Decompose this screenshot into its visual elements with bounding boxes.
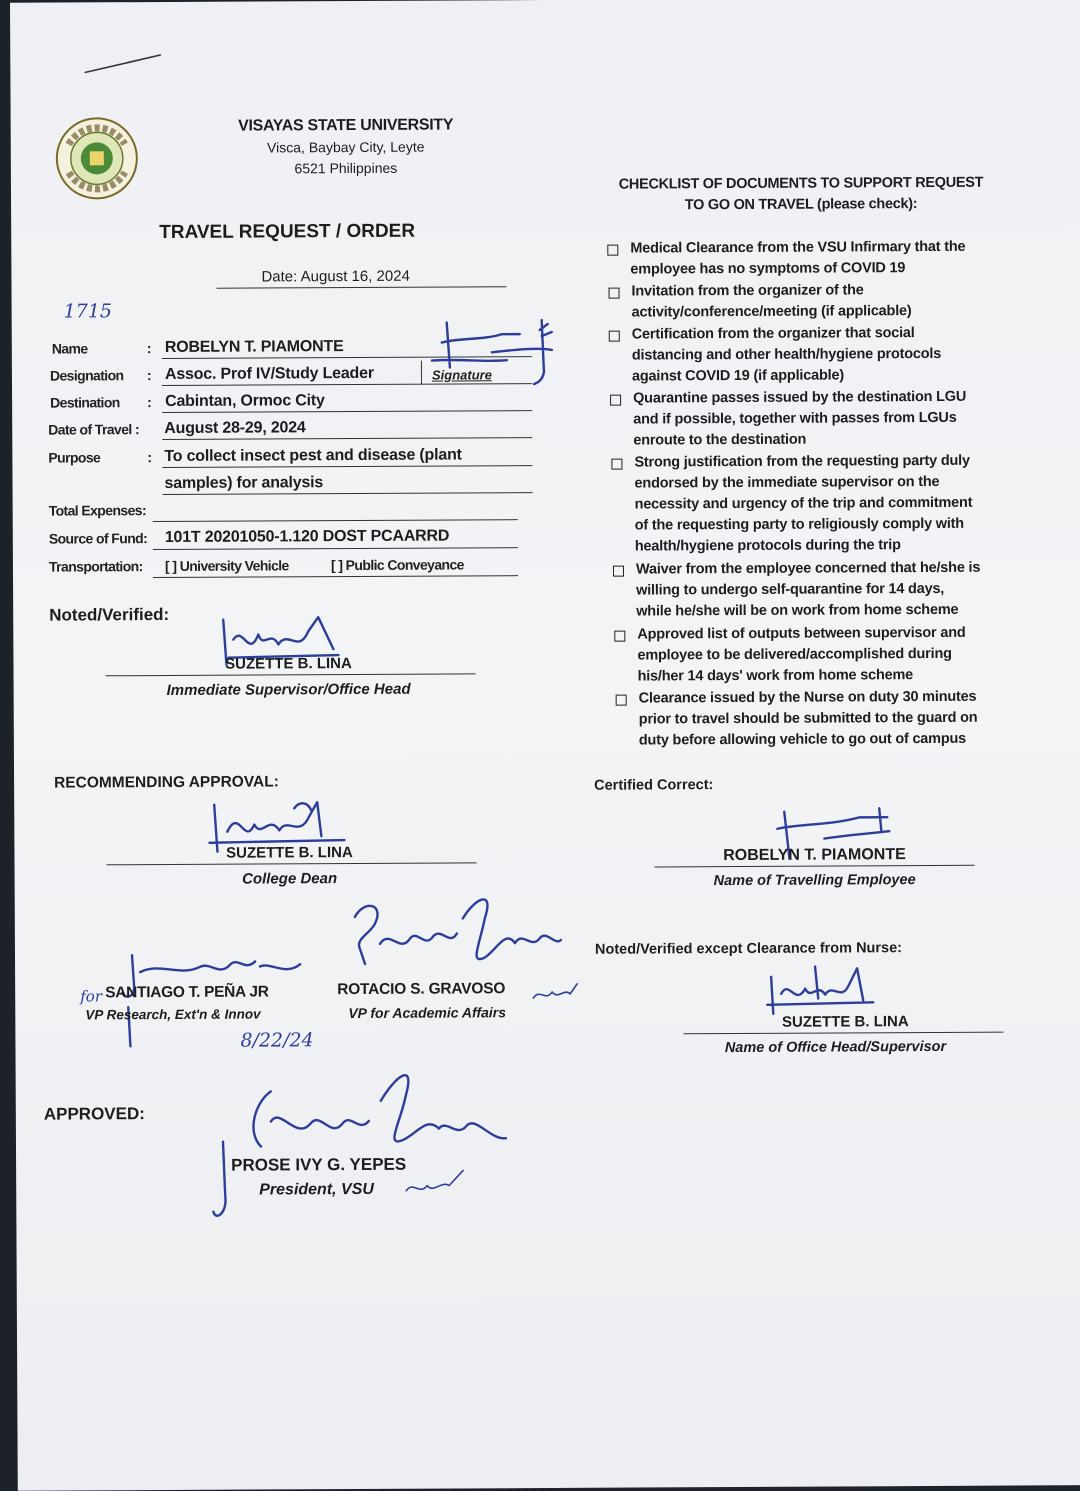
vp-research-name: SANTIAGO T. PEÑA JR xyxy=(105,983,269,1002)
checklist-item-line: Certification from the organizer that social xyxy=(631,325,915,343)
president-title: President, VSU xyxy=(259,1180,374,1199)
certified-employee-name: ROBELYN T. PIAMONTE xyxy=(723,846,906,865)
vp-academic-name: ROTACIO S. GRAVOSO xyxy=(337,980,506,999)
vp-research-for-prefix: for xyxy=(80,987,103,1006)
purpose-value-line2: samples) for analysis xyxy=(164,474,324,492)
checklist-heading-line1: CHECKLIST OF DOCUMENTS TO SUPPORT REQUEST xyxy=(618,174,984,193)
checklist-item-line: of the requesting party to religiously comply with xyxy=(634,515,964,534)
name-value: ROBELYN T. PIAMONTE xyxy=(164,338,344,356)
transportation-option-public-conveyance: [ ] Public Conveyance xyxy=(330,556,464,574)
purpose-value-line1: To collect insect pest and disease (plant xyxy=(164,446,462,465)
president-initial xyxy=(401,1165,471,1200)
checklist-item-line: necessity and urgency of the trip and commitment xyxy=(634,494,973,513)
destination-value: Cabintan, Ormoc City xyxy=(165,392,325,410)
office-head-name: SUZETTE B. LINA xyxy=(781,1013,909,1031)
vp-academic-initial xyxy=(530,980,580,1005)
checklist-item-line: Quarantine passes issued by the destination LGU xyxy=(633,388,967,407)
pen-stroke-mark xyxy=(80,47,170,82)
university-name: VISAYAS STATE UNIVERSITY xyxy=(238,116,454,135)
vp-academic-title: VP for Academic Affairs xyxy=(348,1004,507,1022)
checklist-item-line: prior to travel should be submitted to the guard on xyxy=(638,709,978,728)
checklist-item-line: Medical Clearance from the VSU Infirmary that the xyxy=(630,238,966,257)
vp-research-signed-date: 8/22/24 xyxy=(240,1029,314,1052)
noted-supervisor-name: SUZETTE B. LINA xyxy=(225,655,352,673)
date-of-travel-label: Date of Travel : xyxy=(48,421,140,438)
checklist-item-line: distancing and other health/hygiene protocols xyxy=(631,345,942,364)
office-head-title: Name of Office Head/Supervisor xyxy=(724,1038,947,1057)
university-seal-icon xyxy=(53,114,141,202)
date-of-travel-value: August 28-29, 2024 xyxy=(164,419,306,437)
signature-label: Signature xyxy=(431,367,492,383)
checklist-heading-line2: TO GO ON TRAVEL (please check): xyxy=(684,196,918,214)
form-title: TRAVEL REQUEST / ORDER xyxy=(159,220,416,244)
checklist-item-line: against COVID 19 (if applicable) xyxy=(631,367,844,385)
noted-supervisor-title: Immediate Supervisor/Office Head xyxy=(166,680,411,699)
checklist-item-line: Approved list of outputs between supervisor and xyxy=(637,624,966,643)
checkbox[interactable] xyxy=(616,695,627,706)
name-label: Name xyxy=(51,340,88,357)
checkbox[interactable] xyxy=(613,566,624,577)
checklist-item-line: his/her 14 days' work from home scheme xyxy=(637,667,914,685)
designation-label: Designation xyxy=(49,367,124,384)
checkbox[interactable] xyxy=(610,395,621,406)
vp-research-title: VP Research, Ext'n & Innov xyxy=(85,1006,261,1023)
checkbox[interactable] xyxy=(614,631,625,642)
handwritten-reference-number: 1715 xyxy=(63,300,113,323)
name-separator: : xyxy=(146,340,151,357)
noted-except-heading: Noted/Verified except Clearance from Nurse: xyxy=(594,940,903,958)
checklist-item-line: willing to undergo self-quarantine for 14 days, xyxy=(636,580,945,599)
university-address-line1: Visca, Baybay City, Leyte xyxy=(266,138,425,156)
transportation-label: Transportation: xyxy=(48,558,143,575)
purpose-label: Purpose xyxy=(48,449,101,466)
checklist-item-line: employee has no symptoms of COVID 19 xyxy=(630,260,906,278)
noted-verified-heading: Noted/Verified: xyxy=(49,604,170,625)
travel-request-form-sheet xyxy=(10,0,1080,1491)
checklist-item-line: Strong justification from the requesting party duly xyxy=(634,452,970,471)
checklist-item-line: Invitation from the organizer of the xyxy=(631,282,864,300)
checklist-item-line: duty before allowing vehicle to go out of campus xyxy=(638,730,967,749)
destination-separator: : xyxy=(147,394,152,411)
checklist-item-line: health/hygiene protocols during the trip xyxy=(634,537,901,555)
checklist-item-line: while he/she will be on work from home scheme xyxy=(636,601,959,620)
transportation-option-university-vehicle: [ ] University Vehicle xyxy=(164,557,289,574)
date-row xyxy=(261,268,410,286)
checklist-item-line: enroute to the destination xyxy=(633,431,807,449)
vp-academic-signature xyxy=(335,888,565,984)
source-of-fund-value: 101T 20201050-1.120 DOST PCAARRD xyxy=(164,527,450,546)
designation-separator: : xyxy=(146,367,152,384)
approved-heading: APPROVED: xyxy=(43,1104,145,1124)
dean-title: College Dean xyxy=(242,870,338,888)
checklist-item-line: endorsed by the immediate supervisor on the xyxy=(634,473,940,492)
checklist-item-line: Clearance issued by the Nurse on duty 30 minutes xyxy=(638,688,977,707)
date-value: August 16, 2024 xyxy=(300,267,410,286)
checklist-item-line: Waiver from the employee concerned that he/she is xyxy=(635,559,981,578)
total-expenses-label: Total Expenses: xyxy=(48,502,147,519)
checklist-item-line: and if possible, together with passes from LGUs xyxy=(633,409,957,428)
designation-value: Assoc. Prof IV/Study Leader xyxy=(164,364,374,383)
checklist-item-line: activity/conference/meeting (if applicable) xyxy=(631,303,912,321)
checkbox[interactable] xyxy=(611,459,622,470)
recommending-approval-heading: RECOMMENDING APPROVAL: xyxy=(54,773,279,792)
office-head-signature xyxy=(753,958,883,1019)
signature-divider xyxy=(421,361,422,385)
president-signature xyxy=(201,1060,522,1227)
president-name: PROSE IVY G. YEPES xyxy=(231,1154,407,1175)
source-of-fund-label: Source of Fund: xyxy=(48,530,148,547)
destination-label: Destination xyxy=(50,394,120,411)
date-label: Date: xyxy=(261,268,298,286)
checkbox[interactable] xyxy=(607,245,618,256)
checkbox[interactable] xyxy=(609,331,620,342)
checkbox[interactable] xyxy=(609,288,620,299)
purpose-separator: : xyxy=(147,449,152,466)
certified-employee-title: Name of Travelling Employee xyxy=(713,872,916,890)
certified-correct-heading: Certified Correct: xyxy=(594,777,714,794)
dean-name: SUZETTE B. LINA xyxy=(226,844,353,862)
checklist-item-line: employee to be delivered/accomplished during xyxy=(637,645,952,664)
university-address-line2: 6521 Philippines xyxy=(294,159,398,177)
